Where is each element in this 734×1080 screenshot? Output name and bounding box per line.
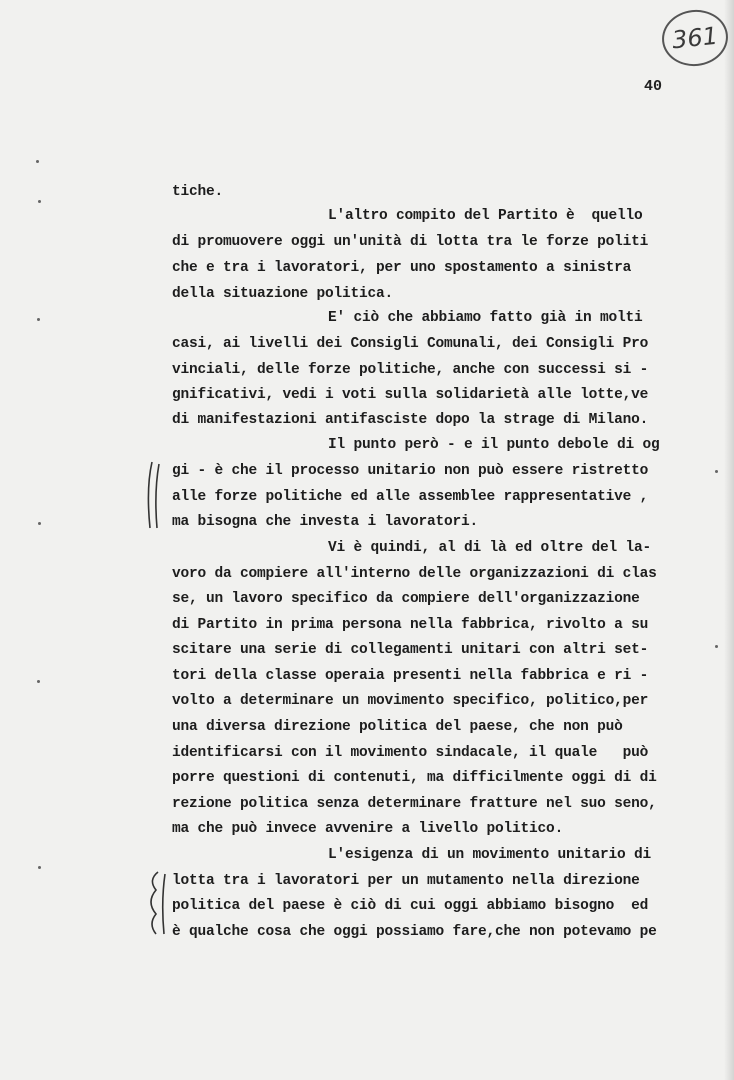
text-line: L'esigenza di un movimento unitario di (328, 847, 652, 863)
text-line: che e tra i lavoratori, per uno spostamento a sinistra (172, 260, 632, 276)
text-line: ma bisogna che investa i lavoratori. (172, 514, 479, 530)
page-edge-shadow (724, 0, 734, 1080)
text-line: è qualche cosa che oggi possiamo fare,che non potevamo pe (172, 924, 657, 940)
margin-speck (38, 866, 41, 869)
text-line: di Partito in prima persona nella fabbrica, rivolto a su (172, 617, 649, 633)
text-line: una diversa direzione politica del paese, che non può (172, 719, 623, 735)
text-line: L'altro compito del Partito è quello (328, 208, 643, 224)
text-line: della situazione politica. (172, 286, 394, 302)
margin-speck (37, 318, 40, 321)
text-line: tiche. (172, 184, 224, 200)
archive-number-stamp: 361 (659, 7, 730, 70)
text-line: se, un lavoro specifico da compiere dell'organizzazione (172, 591, 640, 607)
text-line: ma che può invece avvenire a livello politico. (172, 821, 564, 837)
text-line: identificarsi con il movimento sindacale, il quale può (172, 745, 649, 761)
text-line: politica del paese è ciò di cui oggi abbiamo bisogno ed (172, 898, 649, 914)
text-line: di manifestazioni antifasciste dopo la strage di Milano. (172, 412, 649, 428)
text-line: gnificativi, vedi i voti sulla solidarietà alle lotte,ve (172, 387, 649, 403)
text-line: tori della classe operaia presenti nella fabbrica e ri - (172, 668, 649, 684)
margin-speck (38, 200, 41, 203)
margin-speck (715, 470, 718, 473)
text-line: lotta tra i lavoratori per un mutamento nella direzione (172, 873, 640, 889)
margin-speck (38, 522, 41, 525)
margin-speck (715, 645, 718, 648)
margin-speck (36, 160, 39, 163)
margin-bracket-mark (140, 868, 174, 938)
text-line: di promuovere oggi un'unità di lotta tra le forze politi (172, 234, 649, 250)
text-line: alle forze politiche ed alle assemblee rappresentative , (172, 489, 649, 505)
text-line: E' ciò che abbiamo fatto già in molti (328, 310, 643, 326)
text-line: voro da compiere all'interno delle organizzazioni di clas (172, 566, 657, 582)
text-line: porre questioni di contenuti, ma difficilmente oggi di di (172, 770, 657, 786)
margin-bracket-mark (140, 458, 170, 532)
text-line: vinciali, delle forze politiche, anche con successi si - (172, 362, 649, 378)
text-line: rezione politica senza determinare fratture nel suo seno, (172, 796, 657, 812)
text-line: Vi è quindi, al di là ed oltre del la- (328, 540, 652, 556)
margin-speck (37, 680, 40, 683)
text-line: scitare una serie di collegamenti unitari con altri set- (172, 642, 649, 658)
text-line: gi - è che il processo unitario non può essere ristretto (172, 463, 649, 479)
text-line: casi, ai livelli dei Consigli Comunali, dei Consigli Pro (172, 336, 649, 352)
text-line: Il punto però - e il punto debole di og (328, 437, 660, 453)
text-line: volto a determinare un movimento specifico, politico,per (172, 693, 649, 709)
page-number: 40 (644, 78, 663, 95)
